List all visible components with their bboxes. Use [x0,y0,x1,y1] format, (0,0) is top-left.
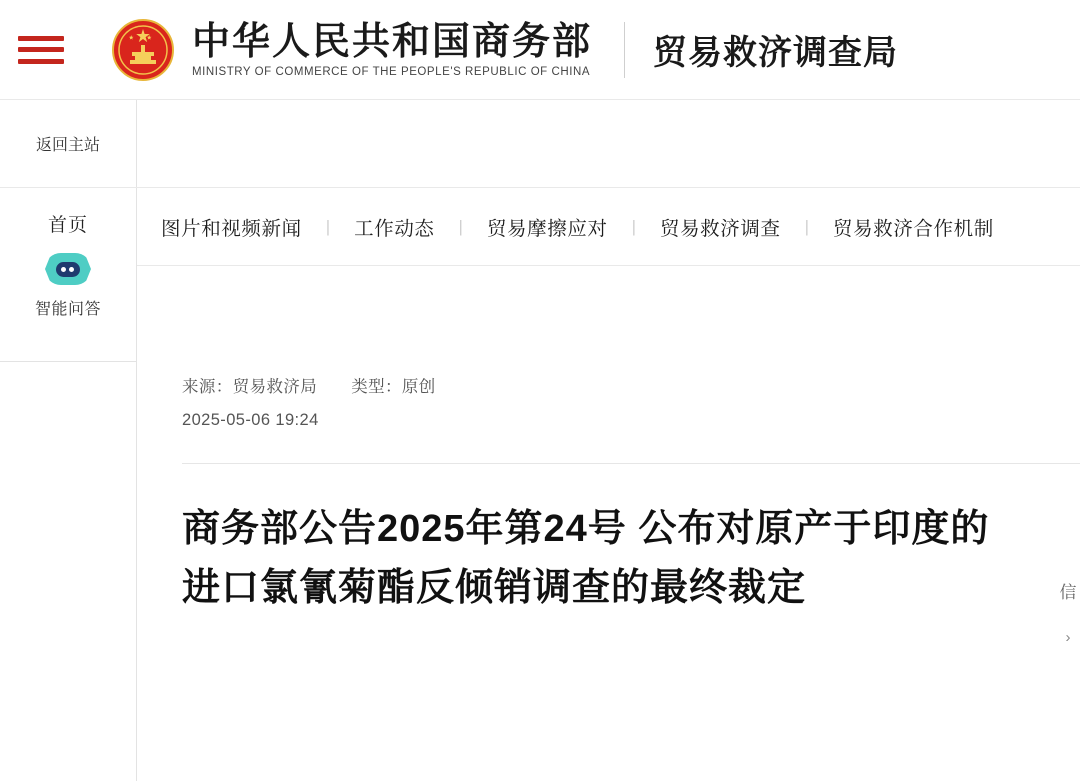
site-title-cn: 中华人民共和国商务部 [192,20,593,63]
article-content [137,266,1080,618]
article-type-label: 类型： [351,378,402,396]
article-meta [182,373,1050,397]
nav-item-work-updates[interactable]: 工作动态 [354,217,435,240]
ai-dot [69,267,74,272]
header-divider [624,22,625,78]
article-type-value: 原创 [401,378,436,396]
article-divider [182,463,1080,464]
nav-separator: | [325,216,331,236]
hamburger-bar [18,47,64,52]
hamburger-icon[interactable] [18,33,64,67]
hamburger-bar [18,36,64,41]
rail-label[interactable]: 信 [1059,583,1077,602]
national-emblem-icon [112,19,174,81]
site-title-en: MINISTRY OF COMMERCE OF THE PEOPLE'S REPUBLIC OF CHINA [192,66,591,79]
nav-item-trade-remedy-cooperation[interactable]: 贸易救济合作机制 [833,217,994,240]
article-datetime: 2025-05-06 19:24 [182,411,319,429]
nav-item-trade-remedy-investigation[interactable]: 贸易救济调查 [659,217,781,240]
sidebar-item-home[interactable]: 首页 [47,215,88,236]
primary-nav [137,188,1080,266]
article-title: 商务部公告2025年第24号 公布对原产于印度的进口氯氰菊酯反倾销调查的最终裁定 [182,508,990,609]
return-to-main-site-link[interactable]: 返回主站 [0,100,137,187]
main-column [137,188,1080,781]
nav-item-trade-friction-response[interactable]: 贸易摩擦应对 [486,217,608,240]
nav-item-photo-video-news[interactable]: 图片和视频新闻 [161,217,302,240]
return-bar [0,100,1080,188]
sidebar-item-ai-label: 智能问答 [34,301,101,318]
nav-separator: | [631,216,636,236]
content-spacer [182,266,1050,373]
ai-dot [61,267,66,272]
right-side-rail [1056,578,1080,646]
nav-separator: | [804,216,810,236]
site-title-block [192,21,592,79]
site-header [0,0,1080,100]
nav-separator: | [458,216,463,236]
chevron-right-icon[interactable]: › [1065,629,1071,646]
site-subtitle: 贸易救济调查局 [653,35,899,72]
sidebar [0,188,137,781]
ai-assistant-icon [45,253,91,285]
article-source-label: 来源： [182,378,233,396]
article-source-value: 贸易救济局 [232,378,318,396]
hamburger-bar [18,59,64,64]
page-body [0,188,1080,781]
sidebar-item-ai-assistant[interactable] [35,253,101,319]
sidebar-divider [0,361,136,362]
ai-assistant-icon-inner [56,262,80,277]
